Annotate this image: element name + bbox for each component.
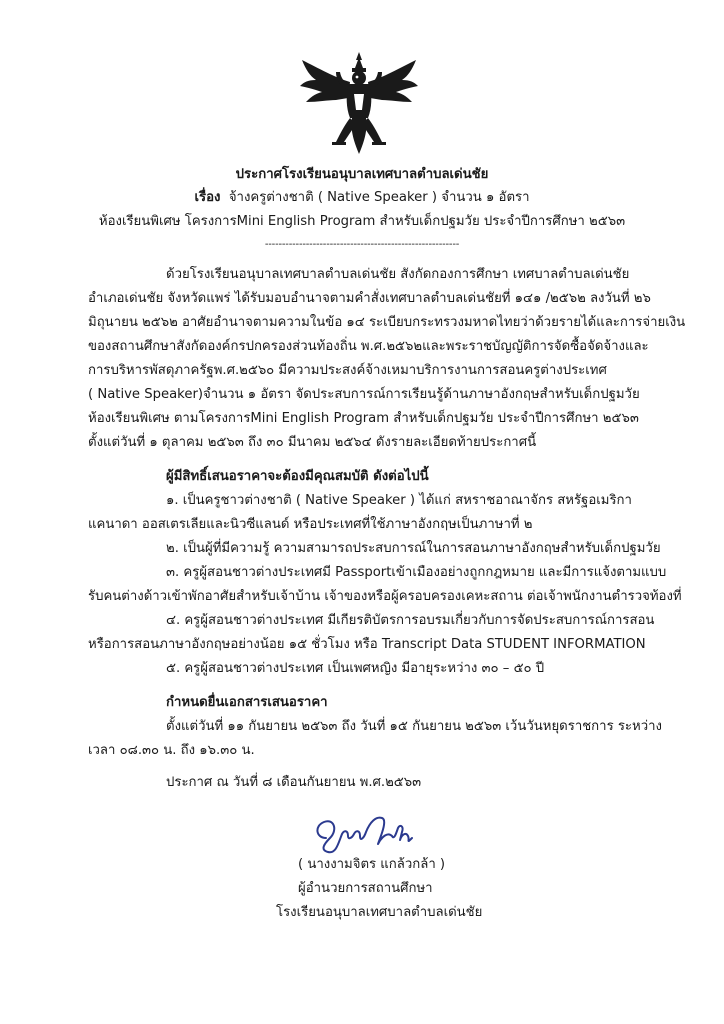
qualification-line: แคนาดา ออสเตรเลียและนิวซีแลนด์ หรือประเทศที่ใช้ภาษาอังกฤษเป็นภาษาที่ ๒ [88,517,533,532]
signatory-organization: โรงเรียนอนุบาลเทศบาลตำบลเด่นชัย [276,905,483,920]
garuda-emblem-icon [296,50,422,156]
qualification-line: ๒. เป็นผู้ที่มีความรู้ ความสามารถประสบการณ์ในการสอนภาษาอังกฤษสำหรับเด็กปฐมวัย [166,541,661,556]
intro-line: ของสถานศึกษาสังกัดองค์กรปกครองส่วนท้องถิ่น พ.ศ.๒๕๖๒และพระราชบัญญัติการจัดซื้อจัดจ้างและ [88,339,649,354]
subject-text: จ้างครูต่างชาติ ( Native Speaker ) จำนวน ๑ อัตรา [228,190,530,205]
qualification-line: หรือการสอนภาษาอังกฤษอย่างน้อย ๑๕ ชั่วโมง หรือ Transcript Data STUDENT INFORMATION [88,637,646,652]
announce-date: ประกาศ ณ วันที่ ๘ เดือนกันยายน พ.ศ.๒๕๖๓ [166,775,422,790]
qualification-line: ๔. ครูผู้สอนชาวต่างประเทศ มีเกียรติบัตรการอบรมเกี่ยวกับการจัดประสบการณ์การสอน [166,613,655,628]
signatory-position: ผู้อำนวยการสถานศึกษา [298,881,433,896]
intro-line: มิถุนายน ๒๕๖๒ อาศัยอำนาจตามความในข้อ ๑๔ ระเบียบกระทรวงมหาดไทยว่าด้วยรายได้และการจ่ายเงิน [88,315,686,330]
schedule-line: ตั้งแต่วันที่ ๑๑ กันยายน ๒๕๖๓ ถึง วันที่ ๑๕ กันยายน ๒๕๖๓ เว้นวันหยุดราชการ ระหว่าง [166,719,662,734]
qualification-line: รับคนต่างด้าวเข้าพักอาศัยสำหรับเจ้าบ้าน เจ้าของหรือผู้ครอบครองเคหะสถาน ต่อเจ้าพนักงานตำรวจท้องที่ [88,589,682,604]
intro-line: การบริหารพัสดุภาครัฐพ.ศ.๒๕๖๐ มีความประสงค์จ้างเหมาบริการงานการสอนครูต่างประเทศ [88,363,607,378]
intro-line: ด้วยโรงเรียนอนุบาลเทศบาลตำบลเด่นชัย สังกัดกองการศึกษา เทศบาลตำบลเด่นชัย [166,267,630,282]
announcement-title: ประกาศโรงเรียนอนุบาลเทศบาลตำบลเด่นชัย [235,167,489,182]
qualification-line: ๕. ครูผู้สอนชาวต่างประเทศ เป็นเพศหญิง มีอายุระหว่าง ๓๐ – ๕๐ ปี [166,661,545,676]
subject-label: เรื่อง [194,190,221,205]
schedule-line: เวลา ๐๘.๓๐ น. ถึง ๑๖.๓๐ น. [88,743,255,758]
header-divider: --------------------------------------------------------- [264,239,460,250]
intro-line: อำเภอเด่นชัย จังหวัดแพร่ ได้รับมอบอำนาจตามคำสั่งเทศบาลตำบลเด่นชัยที่ ๑๔๑ /๒๕๖๒ ลงวันที่ ๒๖ [88,291,651,306]
subject-line [0,189,724,207]
signatory-name: ( นางงามจิตร แกล้วกล้า ) [298,857,446,872]
schedule-heading: กำหนดยื่นเอกสารเสนอราคา [166,695,328,710]
intro-line: ( Native Speaker)จำนวน ๑ อัตรา จัดประสบการณ์การเรียนรู้ด้านภาษาอังกฤษสำหรับเด็กปฐมวัย [88,387,640,402]
subject-line-2: ห้องเรียนพิเศษ โครงการMini English Program สำหรับเด็กปฐมวัย ประจำปีการศึกษา ๒๕๖๓ [98,214,626,229]
qualifications-heading: ผู้มีสิทธิ์เสนอราคาจะต้องมีคุณสมบัติ ดังต่อไปนี้ [166,469,429,484]
qualification-line: ๓. ครูผู้สอนชาวต่างประเทศมี Passportเข้าเมืองอย่างถูกกฎหมาย และมีการแจ้งตามแบบ [166,565,667,580]
handwritten-signature [308,808,418,856]
qualification-line: ๑. เป็นครูชาวต่างชาติ ( Native Speaker ) ได้แก่ สหราชอาณาจักร สหรัฐอเมริกา [166,493,632,508]
intro-line: ตั้งแต่วันที่ ๑ ตุลาคม ๒๕๖๓ ถึง ๓๐ มีนาคม ๒๕๖๔ ดังรายละเอียดท้ายประกาศนี้ [88,435,537,450]
intro-line: ห้องเรียนพิเศษ ตามโครงการMini English Program สำหรับเด็กปฐมวัย ประจำปีการศึกษา ๒๕๖๓ [88,411,639,426]
